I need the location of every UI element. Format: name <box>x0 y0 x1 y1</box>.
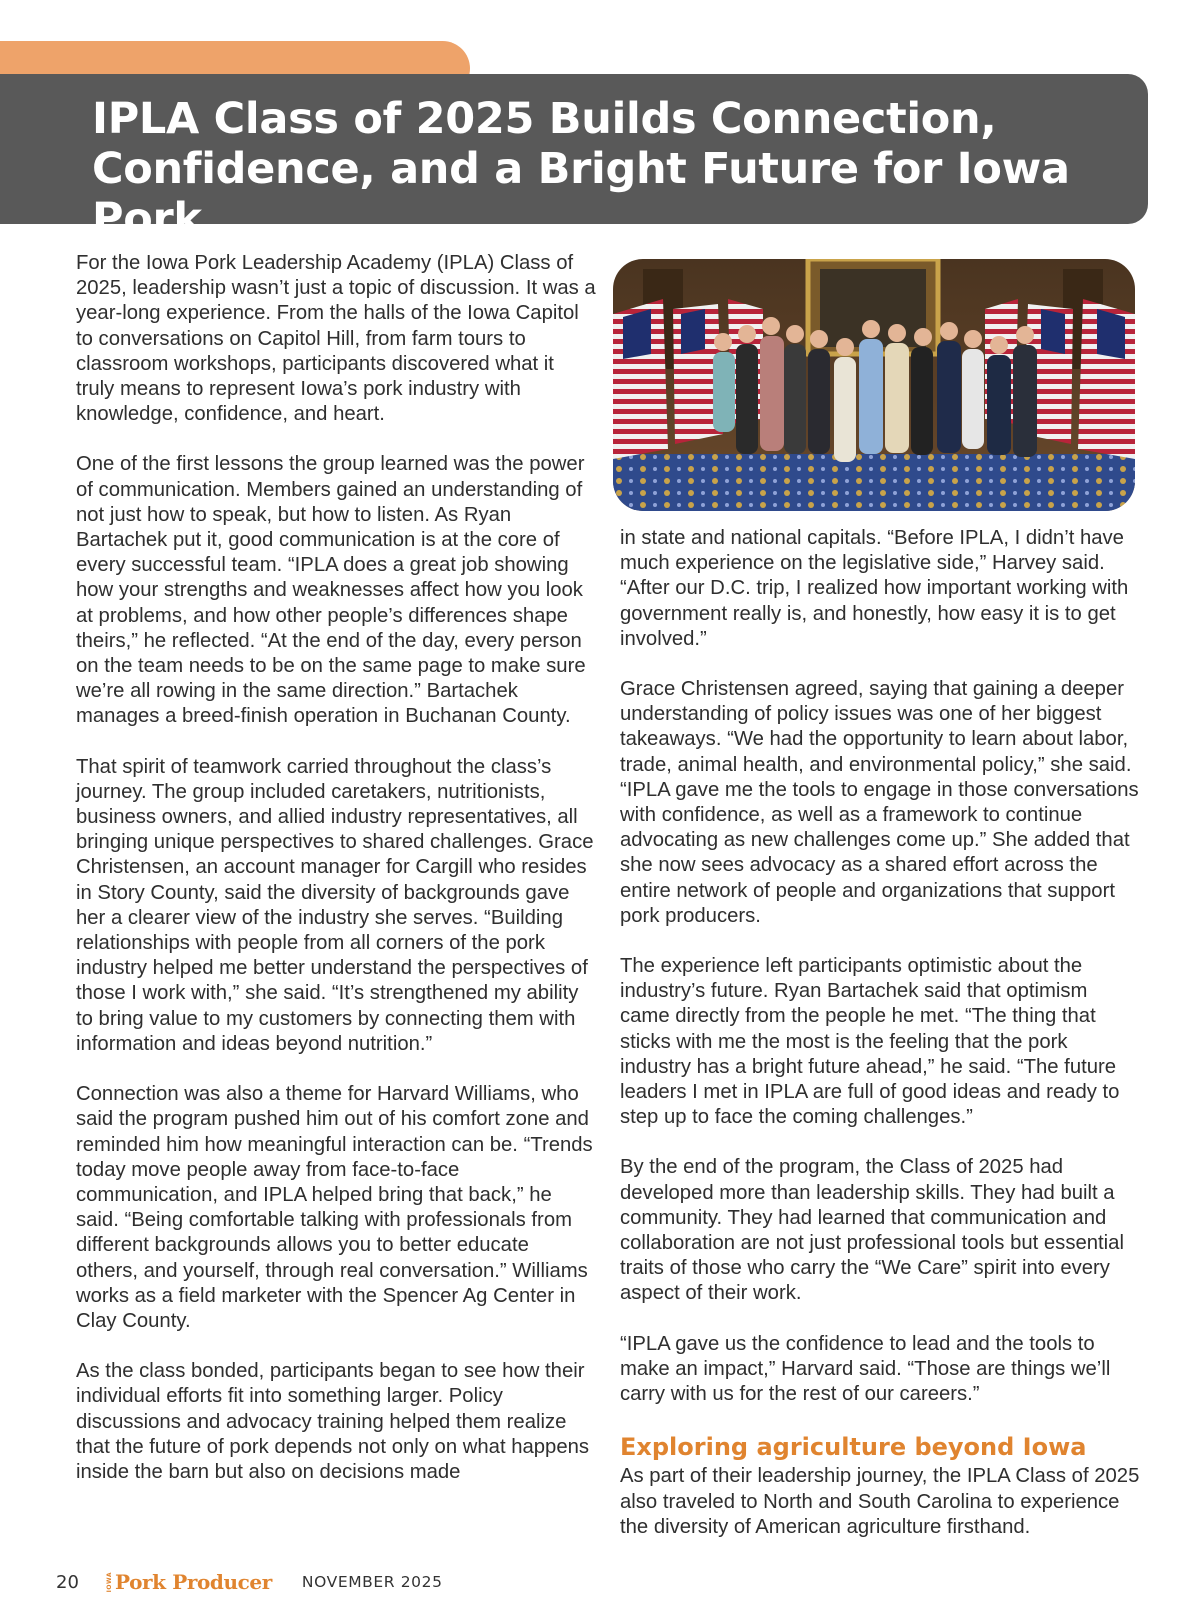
paragraph: Connection was also a theme for Harvard Williams, who said the program pushed him out of his comfort zone and reminded him how meaningful interaction can be. “Trends today move people away from face-to-face communication, and IPLA helped bring that back,” he said. “Being comfortable talking with professionals from different backgrounds allows you to better educate others, and yourself, through real conversation.” Williams works as a field marketer with the Spencer Ag Center in Clay County. <box>76 1083 593 1332</box>
paragraph: As part of their leadership journey, the IPLA Class of 2025 also traveled to North and South Carolina to experience the diversity of American agriculture firsthand. <box>620 1465 1140 1538</box>
paragraph: As the class bonded, participants began to see how their individual efforts fit into something larger. Policy discussions and advocacy training helped them realize that the future of pork depends not only on what happens inside the barn but also on decisions made <box>76 1360 590 1483</box>
article-title <box>92 94 1132 244</box>
paragraph: Grace Christensen agreed, saying that gaining a deeper understanding of policy issues was one of her biggest takeaways. “We had the opportunity to learn about labor, trade, animal health, and environmental policy,” she said. “IPLA gave me the tools to engage in those conversations with confidence, as well as a framework to continue advocating as new challenges come up.” She added that she now sees advocacy as a shared effort across the entire network of people and organizations that support pork producers. <box>620 678 1139 927</box>
article-title-line-1: IPLA Class of 2025 Builds Connection, <box>92 94 997 144</box>
paragraph: By the end of the program, the Class of 2025 had developed more than leadership skills. They had built a community. They had learned that communication and collaboration are not just professional tools but essential traits of those who carry the “We Care” spirit into every aspect of their work. <box>620 1156 1124 1305</box>
paragraph: The experience left participants optimistic about the industry’s future. Ryan Bartachek said that optimism came directly from the people he met. “The thing that sticks with me the most is the feeling that the pork industry has a bright future ahead,” he said. “The future leaders I met in IPLA are full of good ideas and ready to step up to face the coming challenges.” <box>620 955 1120 1129</box>
right-column <box>620 526 1140 1565</box>
page-footer <box>56 1568 443 1596</box>
article-title-line-2: Confidence, and a Bright Future for Iowa Pork <box>92 144 1070 244</box>
left-column <box>76 251 596 1510</box>
logo-wordmark: Pork Producer <box>115 1570 272 1594</box>
group-photo-illustration <box>613 259 1135 511</box>
logo-state-label: IOWA <box>106 1571 113 1593</box>
issue-date: NOVEMBER 2025 <box>301 1573 443 1591</box>
paragraph: “IPLA gave us the confidence to lead and the tools to make an impact,” Harvard said. “Those are things we’ll carry with us for the rest of our careers.” <box>620 1332 1111 1406</box>
paragraph: That spirit of teamwork carried throughout the class’s journey. The group included caretakers, nutritionists, business owners, and allied industry representatives, all bringing unique perspectives to shared challenges. Grace Christensen, an account manager for Cargill who resides in Story County, said the diversity of backgrounds gave her a clearer view of the industry she serves. “Building relationships with people from all corners of the pork industry helped me better understand the perspectives of those I work with,” she said. “It’s strengthened my ability to bring value to my customers by connecting them with information and ideas beyond nutrition.” <box>76 755 594 1055</box>
paragraph: One of the first lessons the group learned was the power of communication. Members gained an understanding of not just how to speak, but how to listen. As Ryan Bartachek put it, good communication is at the core of every successful team. “IPLA does a great job showing how your strengths and weaknesses affect how you look at problems, and how other people’s differences shape theirs,” he reflected. “At the end of the day, every person on the team needs to be on the same page to make sure we’re all rowing in the same direction.” Bartachek manages a breed-finish operation in Buchanan County. <box>76 453 586 728</box>
publication-logo <box>106 1570 272 1594</box>
paragraph: in state and national capitals. “Before IPLA, I didn’t have much experience on the legislative side,” Harvey said. “After our D.C. trip, I realized how important working with government really is, and honestly, how easy it is to get involved.” <box>620 527 1129 650</box>
paragraph: For the Iowa Pork Leadership Academy (IPLA) Class of 2025, leadership wasn’t just a topic of discussion. It was a year-long experience. From the halls of the Iowa Capitol to conversations on Capitol Hill, from farm tours to classroom workshops, participants discovered what it truly means to represent Iowa’s pork industry with knowledge, confidence, and heart. <box>76 252 596 426</box>
title-banner <box>0 74 1148 244</box>
group-photo <box>613 259 1135 511</box>
page-number: 20 <box>56 1571 79 1593</box>
section-subheading: Exploring agriculture beyond Iowa <box>620 1433 1087 1462</box>
